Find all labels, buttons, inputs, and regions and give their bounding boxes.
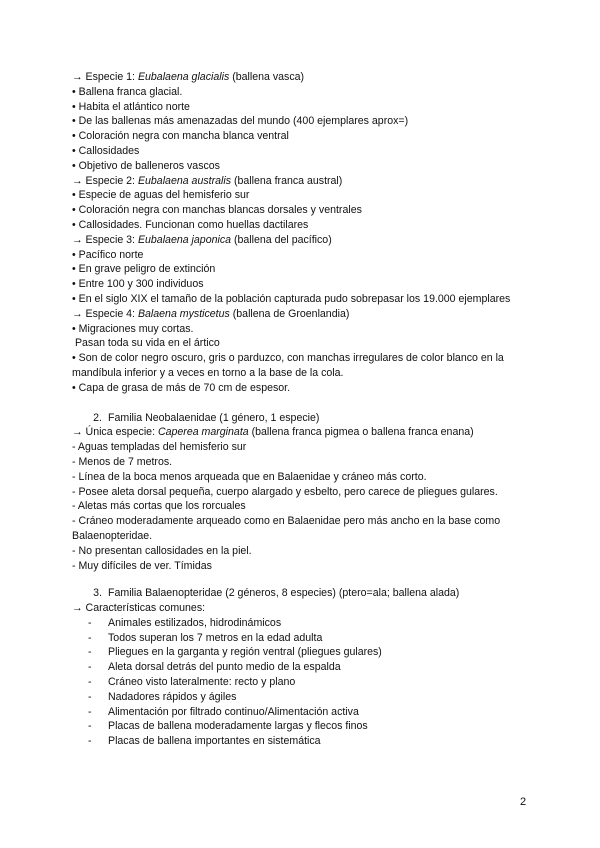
list-item: - Muy difíciles de ver. Tímidas	[72, 559, 212, 572]
species-name: Eubalaena glacialis	[137, 71, 230, 83]
list-item: - Línea de la boca menos arqueada que en Balaenidae y cráneo más corto.	[72, 470, 427, 483]
list-item: - Pliegues en la garganta y región ventral (pliegues gulares)	[88, 646, 382, 659]
caracteristicas-heading: → Características comunes:	[72, 602, 206, 615]
bullet-item: • En grave peligro de extinción	[72, 263, 216, 276]
list-item: - No presentan callosidades en la piel.	[72, 544, 252, 557]
list-number: 2.	[93, 411, 102, 424]
spacer	[72, 573, 532, 586]
bullet-item: • Son de color negro oscuro, gris o parduzco, con manchas irregulares de color blanco en la mandíbula inferior y a veces en torno a la base de la cola.	[72, 352, 504, 379]
bullet-item: • Coloración negra con manchas blancas dorsales y ventrales	[72, 204, 362, 217]
species-name: Balaena mysticetus	[137, 307, 230, 320]
list-number: 3.	[93, 587, 102, 600]
list-item: - Placas de ballena importantes en sistemática	[88, 735, 321, 748]
bullet-item: • Coloración negra con mancha blanca ventral	[72, 130, 289, 143]
bullet-item: • Pacífico norte	[72, 248, 144, 261]
list-item: - Posee aleta dorsal pequeña, cuerpo alargado y esbelto, pero carece de pliegues gulares.	[72, 485, 498, 498]
unica-especie-line: → Única especie: Caperea marginata (ballena franca pigmea o ballena franca enana)	[72, 426, 474, 439]
bullet-item: • Capa de grasa de más de 70 cm de espesor.	[72, 381, 291, 394]
bullet-item: • En el siglo XIX el tamaño de la población capturada pudo sobrepasar los 19.000 ejemplares	[72, 292, 511, 305]
list-item: - Placas de ballena moderadamente largas y flecos finos	[88, 720, 368, 733]
species-name: Eubalaena japonica	[137, 233, 232, 246]
especie-2-heading: → Especie 2: Eubalaena australis (ballena franca austral)	[72, 174, 343, 187]
list-item: - Aguas templadas del hemisferio sur	[72, 441, 247, 454]
bullet-item: Pasan toda su vida en el ártico	[72, 337, 220, 350]
list-item: - Alimentación por filtrado continuo/Alimentación activa	[88, 705, 359, 718]
especie-3-heading: → Especie 3: Eubalaena japonica (ballena del pacífico)	[72, 233, 332, 246]
species-name: Caperea marginata	[157, 426, 249, 439]
bullet-item: • Migraciones muy cortas.	[72, 322, 194, 335]
list-item: - Aletas más cortas que los rorcuales	[72, 500, 246, 513]
bullet-item: • Habita el atlántico norte	[72, 100, 190, 113]
especie-4-heading: → Especie 4: Balaena mysticetus (ballena de Groenlandia)	[72, 307, 350, 320]
bullet-item: • Especie de aguas del hemisferio sur	[72, 189, 250, 202]
bullet-item: • Callosidades	[72, 144, 140, 157]
bullet-item: • Entre 100 y 300 individuos	[72, 278, 204, 291]
list-item: - Nadadores rápidos y ágiles	[88, 690, 237, 703]
list-item: - Aleta dorsal detrás del punto medio de la espalda	[88, 661, 341, 674]
list-item: - Menos de 7 metros.	[72, 455, 173, 468]
bullet-item: • Ballena franca glacial.	[72, 85, 183, 98]
familia-3-heading: 3. Familia Balaenopteridae (2 géneros, 8 especies) (ptero=ala; ballena alada)	[72, 586, 532, 601]
bullet-item: • De las ballenas más amenazadas del mundo (400 ejemplares aprox=)	[72, 115, 409, 128]
familia-2-heading: 2. Familia Neobalaenidae (1 género, 1 especie)	[72, 411, 532, 426]
especie-1-heading: → Especie 1: Eubalaena glacialis (ballena vasca)	[72, 71, 305, 83]
list-item: - Cráneo moderadamente arqueado como en Balaenidae pero más ancho en la base como Balaenopteridae.	[72, 515, 501, 542]
list-item: - Cráneo visto lateralmente: recto y plano	[88, 676, 296, 689]
species-name: Eubalaena australis	[137, 174, 232, 187]
list-item: - Animales estilizados, hidrodinámicos	[88, 616, 282, 629]
list-item: - Todos superan los 7 metros en la edad adulta	[88, 631, 323, 644]
page-number: 2	[520, 796, 527, 808]
bullet-item: • Objetivo de balleneros vascos	[72, 159, 220, 172]
bullet-item: • Callosidades. Funcionan como huellas dactilares	[72, 218, 309, 231]
spacer	[72, 396, 532, 411]
page-content	[72, 70, 532, 749]
